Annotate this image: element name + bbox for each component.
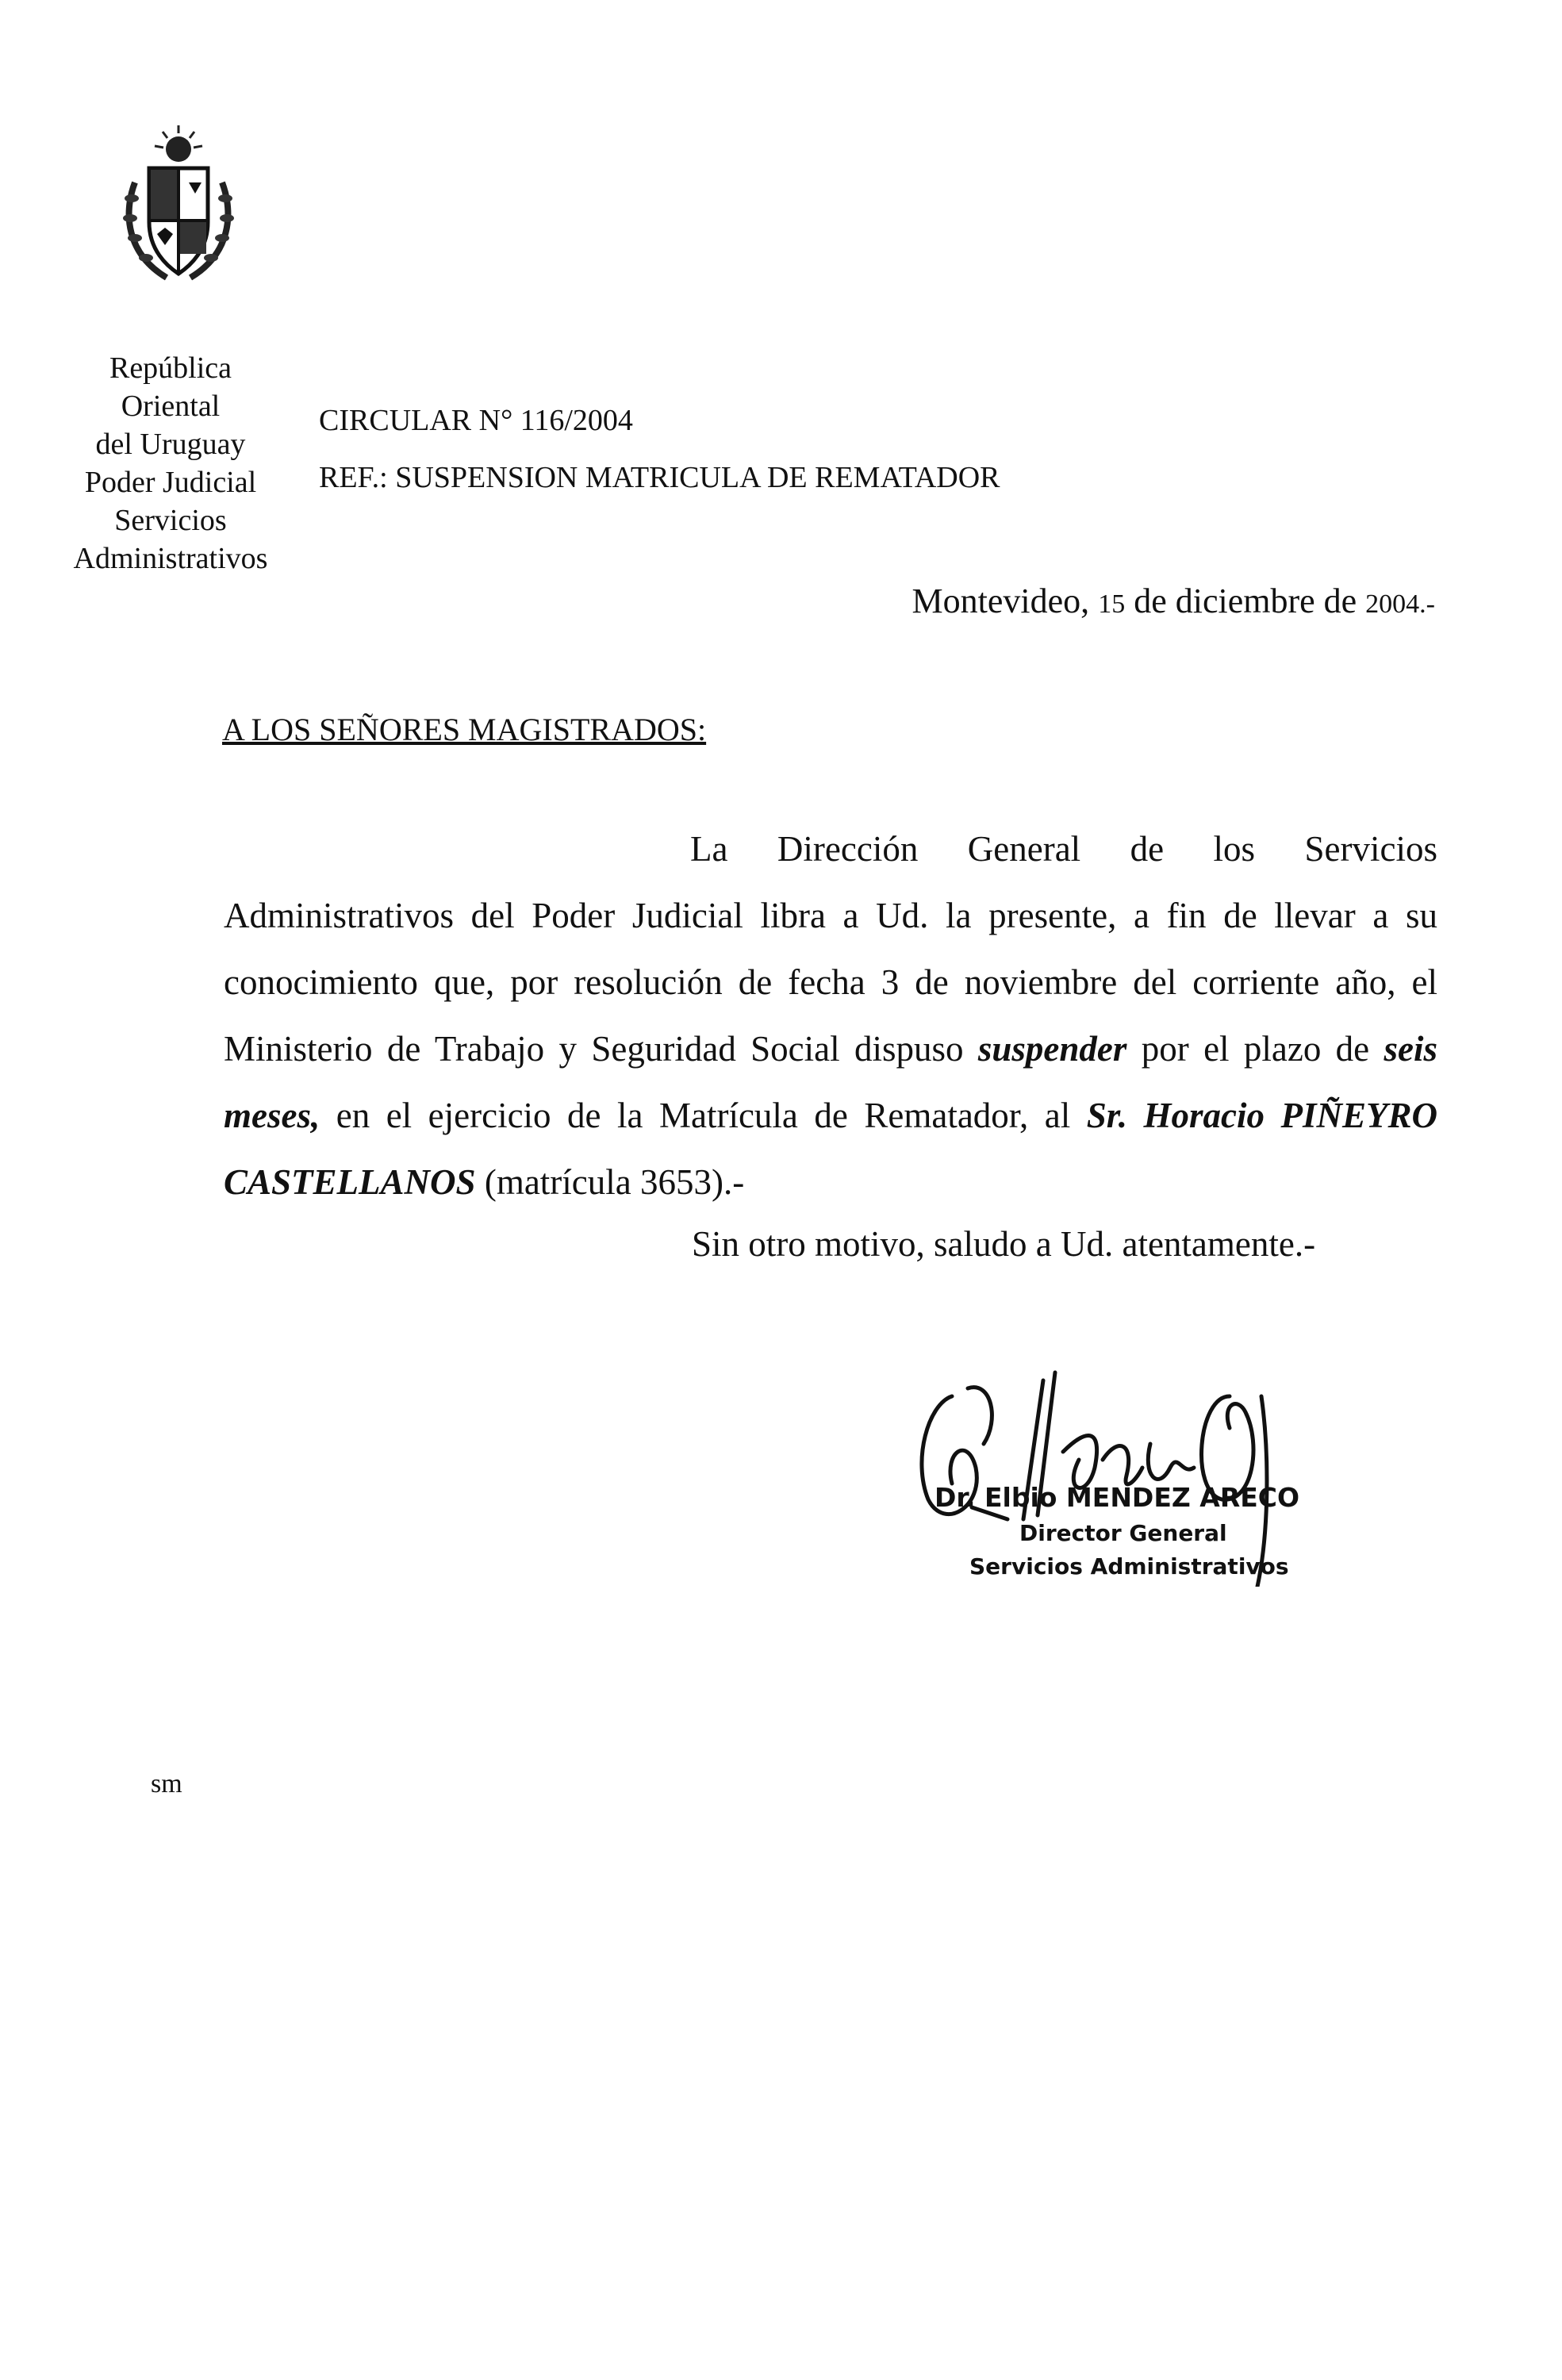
signature-name: Dr. Elbio MENDEZ ARECO: [935, 1482, 1300, 1513]
signature-block: [896, 1349, 1341, 1610]
closing-line: Sin otro motivo, saludo a Ud. atentamente.-: [692, 1224, 1316, 1264]
signature-department: Servicios Administrativos: [969, 1553, 1289, 1580]
body-emphasis: seis meses,: [224, 1029, 1437, 1135]
body-emphasis: suspender: [977, 1029, 1127, 1069]
coat-of-arms-icon: [119, 119, 238, 290]
signature-title: Director General: [1019, 1520, 1227, 1546]
date-prefix: Montevideo,: [911, 582, 1099, 620]
reference-line: REF.: SUSPENSION MATRICULA DE REMATADOR: [319, 461, 1000, 494]
body-text: La Dirección General de los Servicios Administrativos del Poder Judicial libra a Ud. la presente, a fin de llevar a su conocimiento que, por resolución de fecha 3 de noviembre del corriente año, el Ministerio de Trabajo y Seguridad Social dispuso: [224, 829, 1437, 1069]
institution-line: Servicios: [114, 504, 227, 537]
institution-line: del Uruguay: [95, 428, 246, 461]
date-line: [912, 581, 1435, 621]
institution-line: Poder Judicial: [84, 466, 257, 499]
date-mid: de diciembre de: [1125, 582, 1366, 620]
body-text: por el plazo de: [1126, 1029, 1384, 1069]
institution-block: [48, 349, 294, 578]
handwritten-signature-icon: [896, 1349, 1341, 1587]
body-text: en el ejercicio de la Matrícula de Rematador, al: [320, 1096, 1087, 1135]
date-suffix: .-: [1419, 589, 1435, 619]
institution-line: Oriental: [121, 390, 221, 423]
institution-line: Administrativos: [73, 542, 268, 575]
typist-initials: sm: [151, 1769, 182, 1798]
date-year: 2004: [1365, 589, 1420, 619]
body-text: (matrícula 3653).-: [475, 1162, 745, 1202]
date-day: 15: [1098, 589, 1126, 619]
body-emphasis: Sr. Horacio PIÑEYRO CASTELLANOS: [224, 1096, 1437, 1202]
institution-line: República: [109, 351, 232, 385]
salutation: A LOS SEÑORES MAGISTRADOS:: [222, 712, 707, 747]
circular-number: CIRCULAR N° 116/2004: [319, 404, 633, 437]
body-paragraph: [224, 816, 1437, 1215]
